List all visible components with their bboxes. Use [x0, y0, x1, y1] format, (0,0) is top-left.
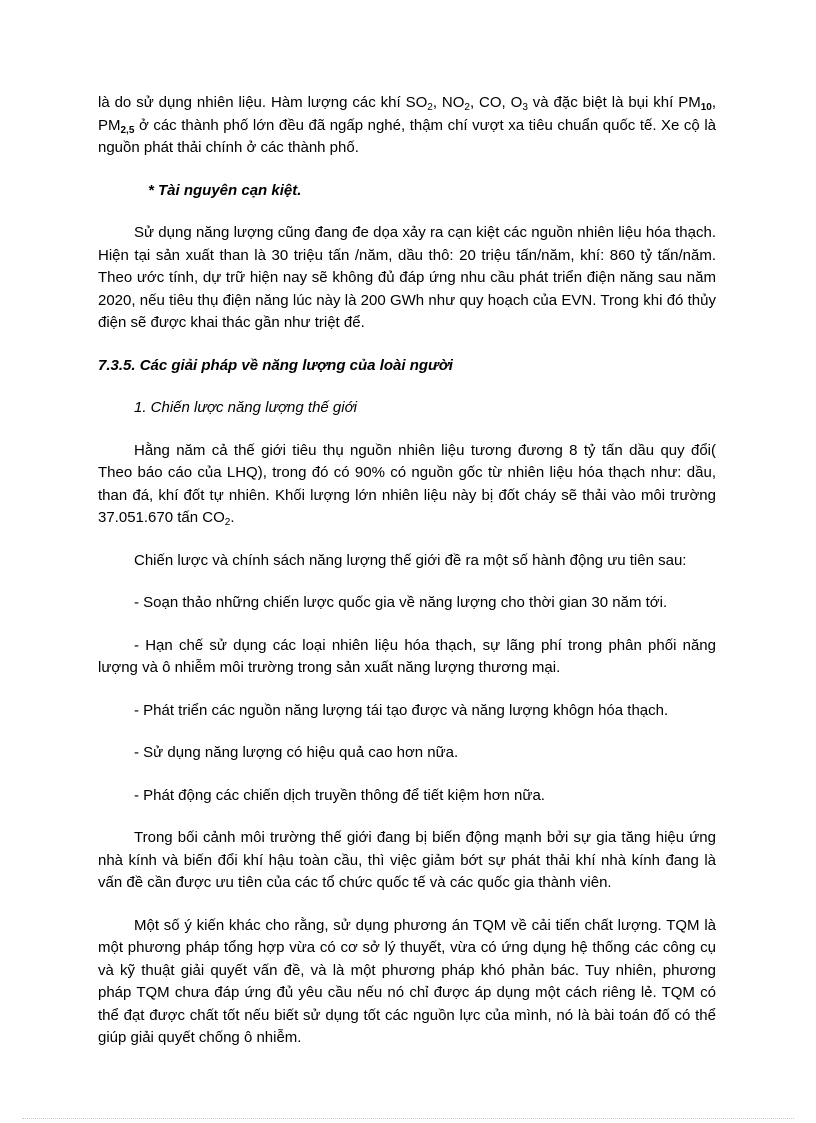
- subscript: 2: [224, 517, 231, 528]
- list-item: - Sử dụng năng lượng có hiệu quả cao hơn nữa.: [134, 744, 459, 761]
- list-item: - Hạn chế sử dụng các loại nhiên liệu hóa thạch, sự lãng phí trong phân phối năng lượng và ô nhiễm môi trường trong sản xuất năng lượng thương mại.: [98, 636, 716, 676]
- text-run: , PM: [98, 94, 716, 134]
- subscript: 3: [522, 102, 528, 113]
- page-bottom-divider: [22, 1118, 794, 1119]
- section-heading: 7.3.5. Các giải pháp về năng lượng của loài người: [98, 356, 453, 374]
- subscript: 10: [700, 102, 712, 113]
- paragraph-greenhouse-context: Trong bối cảnh môi trường thế giới đang bị biến động mạnh bởi sự gia tăng hiệu ứng nhà kính và biến đổi khí hậu toàn cầu, thì việc giảm bớt sự phát thải khí nhà kính đang là vấn đề cần được ưu tiên của các tổ chức quốc tế và các quốc gia thành viên.: [98, 829, 716, 891]
- text-run: , NO: [432, 94, 465, 111]
- subscript: 2,5: [120, 124, 135, 136]
- text-run: , CO, O: [469, 94, 523, 111]
- paragraph-resource-depletion: Sử dụng năng lượng cũng đang đe dọa xảy ra cạn kiệt các nguồn nhiên liệu hóa thạch. Hiện tại sản xuất than là 30 triệu tấn /năm, dầu thô: 20 triệu tấn/năm, khí: 860 tỷ tấn/năm. Theo ước tính, dự trữ hiện nay sẽ không đủ đáp ứng nhu cầu phát triển điện năng sau năm 2020, nếu tiêu thụ điện năng lúc này là 200 GWh như quy hoạch của EVN. Trong khi đó thủy điện sẽ được khai thác gần như triệt để.: [98, 224, 716, 331]
- list-item: - Phát động các chiến dịch truyền thông để tiết kiệm hơn nữa.: [134, 786, 545, 804]
- subscript: 2: [427, 102, 433, 113]
- text-run: ở các thành phố lớn đều đã ngấp nghé, thậm chí vượt xa tiêu chuẩn quốc tế. Xe cộ là nguồn phát thải chính ở các thành phố.: [98, 116, 716, 156]
- list-item: - Phát triển các nguồn năng lượng tái tạo được và năng lượng khôgn hóa thạch.: [134, 701, 669, 719]
- subscript: 2: [464, 102, 470, 113]
- text-run: là do sử dụng nhiên liệu. Hàm lượng các khí SO: [98, 94, 428, 111]
- paragraph-tqm: Một số ý kiến khác cho rằng, sử dụng phương án TQM về cải tiến chất lượng. TQM là một phương pháp tổng hợp vừa có cơ sở lý thuyết, vừa có ứng dụng hệ thống các công cụ và kỹ thuật giải quyết vấn đề, và là một phương pháp khó phản bác. Tuy nhiên, phương pháp TQM chưa đáp ứng đủ yêu cầu nếu nó chỉ được áp dụng một cách riêng lẻ. TQM có thể đạt được chất tốt nếu biết sử dụng tốt các nguồn lực của mình, nó là bài toán đố có thể giúp giải quyết chống ô nhiễm.: [98, 916, 716, 1046]
- subsection-heading: 1. Chiến lược năng lượng thế giới: [134, 399, 358, 416]
- document-page: [98, 92, 716, 1070]
- heading-resource-depletion: * Tài nguyên cạn kiệt.: [148, 181, 302, 199]
- paragraph-strategy-intro: Chiến lược và chính sách năng lượng thế giới đề ra một số hành động ưu tiên sau:: [134, 551, 687, 569]
- text-run: .: [230, 509, 235, 526]
- text-run: Hằng năm cả thế giới tiêu thụ nguồn nhiên liệu tương đương 8 tỷ tấn dầu quy đổi( Theo báo cáo của LHQ), trong đó có 90% có nguồn gốc từ nhiên liệu hóa thạch như: dầu, than đá, khí đốt tự nhiên. Khối lượng lớn nhiên liệu này bị đốt cháy sẽ thải vào môi trường 37.051.670 tấn CO: [98, 441, 716, 526]
- list-item: - Soạn thảo những chiến lược quốc gia về năng lượng cho thời gian 30 năm tới.: [134, 594, 668, 611]
- paragraph-air-pollution: [98, 92, 716, 160]
- paragraph-world-consumption: [98, 440, 716, 530]
- text-run: và đặc biệt là bụi khí PM: [527, 94, 701, 111]
